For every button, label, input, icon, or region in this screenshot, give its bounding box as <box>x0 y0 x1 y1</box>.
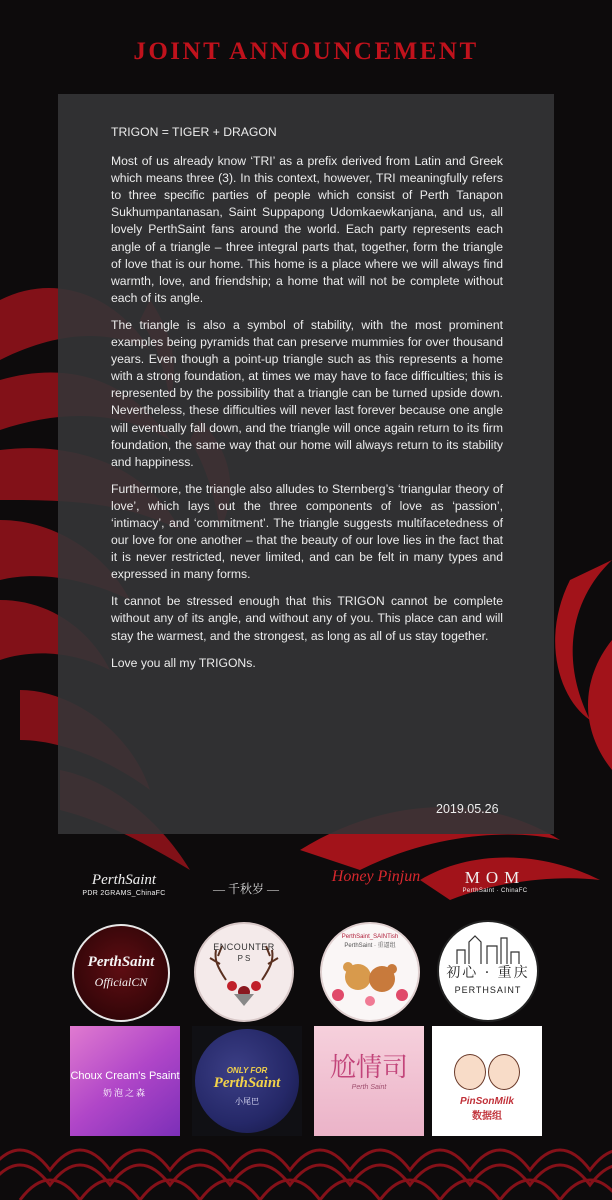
paragraph-2: The triangle is also a symbol of stability, with the most prominent examples being pyramids that can preserve mummies for over thousand years. Even though a point-up triangle such as this represents a home with a strong foundation, at times we may have to face difficulties; this is represented by the possibility that a triangle can be turned upside down. Nevertheless, these difficulties will never last forever because one angle will eventually fall down, and the triangle will once again return to its firm foundation, the same way that our home will always return to its stability and happiness. <box>111 317 503 469</box>
wave-pattern-art <box>0 1150 612 1200</box>
badge-4-line2: PERTHSAINT <box>454 985 522 995</box>
mom-logo-name: MOM <box>464 868 526 887</box>
badge-2-line1: ENCOUNTER <box>213 942 275 952</box>
perthsaint-bears-badge <box>320 922 420 1022</box>
badge-7-line2: Perth Saint <box>351 1084 387 1091</box>
badge-1-line1: PerthSaint <box>87 954 155 970</box>
badge-6-line1: ONLY FOR <box>226 1066 268 1075</box>
paragraph-5: Love you all my TRIGONs. <box>111 655 256 670</box>
badge-8-line1: PinSonMilk <box>460 1096 514 1107</box>
cartoon-face-icon <box>488 1054 520 1090</box>
only-for-perthsaint-badge <box>192 1026 302 1136</box>
badge-6-line2: PerthSaint <box>213 1075 281 1091</box>
honey-pinjun-logo: Honey Pinjun <box>331 868 421 885</box>
perthsaint-logo-sub: PDR 2GRAMS_ChinaFC <box>82 890 166 897</box>
perthsaint-officialcn-badge <box>72 924 170 1022</box>
badge-5-line2: 奶泡之森 <box>102 1088 147 1098</box>
choux-cream-badge <box>70 1026 180 1136</box>
antlers-icon <box>196 924 292 1020</box>
badge-3-line2: PerthSaint · 重逼组 <box>344 943 396 949</box>
badge-4-line1: 初心 · 重庆 <box>446 965 530 981</box>
page-title: JOINT ANNOUNCEMENT <box>133 38 479 65</box>
announcement-date: 2019.05.26 <box>436 802 499 816</box>
paragraph-4: It cannot be stressed enough that this TRIGON cannot be complete without any of its angle, and without any of you. This place can and will stay the warmest, and the strongest, as long as all of us stay together. <box>111 594 503 643</box>
perthsaint-logo <box>74 872 174 897</box>
badge-8-line2: 数据组 <box>472 1111 502 1122</box>
mom-logo-sub: PerthSaint · ChinaFC <box>462 888 528 894</box>
announcement-heading: TRIGON = TIGER + DRAGON <box>111 125 277 139</box>
city-skyline-icon <box>439 928 537 968</box>
badge-7-line1: 尬情司 <box>329 1053 408 1083</box>
paragraph-3: Furthermore, the triangle also alludes to Sternberg’s ‘triangular theory of love’, which lays out the three components of love as ‘passion’, ‘intimacy’, and ‘commitment’. The triangle suggests multifacetedness of our love for one another – that the beauty of our love lies in the fact that it is never restricted, never limited, and can be felt in many types and expressed in many forms. <box>111 481 503 582</box>
badge-5-line1: Choux Cream's Psaint <box>70 1070 180 1082</box>
chongqing-badge <box>437 920 539 1022</box>
badge-1-line2: OfficialCN <box>94 975 148 989</box>
signature-logo: — 千秋岁 — <box>212 882 279 896</box>
pink-calligraphy-badge <box>314 1026 424 1136</box>
paragraph-1: Most of us already know ‘TRI’ as a prefix derived from Latin and Greek which means three (3). In this context, however, TRI meaningfully refers to three specific parties of people which consist of Perth Tanapon Sukhumpantanasan, Saint Suppapong Udomkaewkanjana, and us, all lovely PerthSaint fans around the world. Each party represents each angle of a triangle – three integral parts that, together, form the triangle of love that is our home. This home is a place where we will always find warmth, love, and friendship; a home that will not be complete without each of its angle. <box>111 154 503 305</box>
bears-icon <box>322 949 418 1009</box>
badge-3-line1: PerthSaint_SAINTish <box>341 934 399 940</box>
encounter-ps-badge <box>194 922 294 1022</box>
perthsaint-logo-name: PerthSaint <box>91 872 157 888</box>
badge-2-line2: P S <box>237 954 251 963</box>
badge-6-line3: 小尾巴 <box>235 1097 259 1106</box>
cartoon-face-icon <box>454 1054 486 1090</box>
pinsonmilk-badge <box>432 1026 542 1136</box>
announcement-text <box>111 124 503 682</box>
mom-logo <box>440 868 550 894</box>
